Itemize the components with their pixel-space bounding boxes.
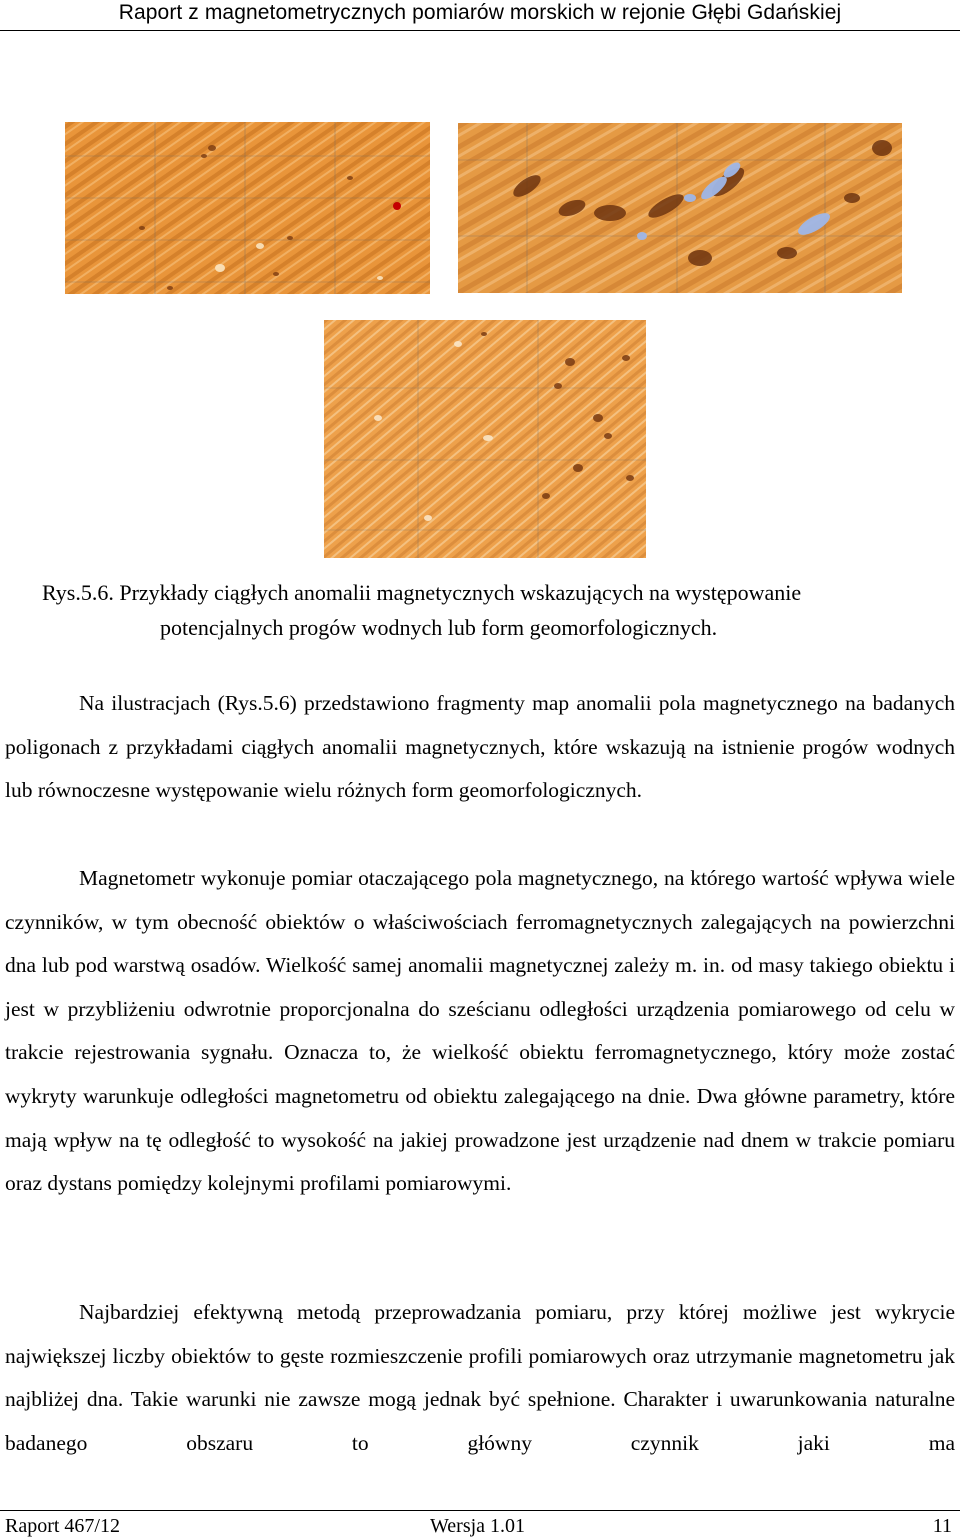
magnetic-anomaly-map-icon bbox=[432, 118, 908, 310]
footer-report-number: Raport 467/12 bbox=[5, 1515, 120, 1537]
page-footer bbox=[0, 1510, 960, 1538]
footer-page-number: 11 bbox=[932, 1515, 952, 1537]
page-header bbox=[0, 0, 960, 31]
paragraph-1: Na ilustracjach (Rys.5.6) przedstawiono fragmenty map anomalii pola magnetycznego na badanych poligonach z przykładami ciągłych anomalii magnetycznych, które wskazują na istnienie progów wodnych lub równoczesne występowanie wielu różnych form geomorfologicznych. bbox=[5, 691, 955, 803]
magnetic-anomaly-map-icon bbox=[308, 318, 650, 566]
magnetic-anomaly-map-c bbox=[308, 318, 650, 566]
figure-caption-line2: potencjalnych progów wodnych lub form geomorfologicznych. bbox=[160, 615, 718, 640]
paragraph-2: Magnetometr wykonuje pomiar otaczającego pola magnetycznego, na którego wartość wpływa wiele czynników, w tym obecność obiektów o właściwościach ferromagnetycznych zalegających na powierzchni dna lub pod warstwą osadów. Wielkość samej anomalii magnetycznej zależy m. in. od masy takiego obiektu i jest w przybliżeniu odwrotnie proporcjonalna do sześcianu odległości urządzenia pomiarowego od celu w trakcie rejestrowania sygnału. Oznacza to, że wielkość obiektu ferromagnetycznego, który może zostać wykryty warunkuje odległości magnetometru od obiektu zalegającego na dnie. Dwa główne parametry, które mają wpływ na tę odległość to wysokość na jakiej prowadzone jest urządzenie nad dnem w trakcie pomiaru oraz dystans pomiędzy kolejnymi profilami pomiarowymi. bbox=[5, 866, 955, 1196]
figure-caption-line1: Rys.5.6. Przykłady ciągłych anomalii magnetycznych wskazujących na występowanie bbox=[42, 580, 802, 605]
magnetic-anomaly-map-b bbox=[432, 118, 908, 310]
paragraph-3: Najbardziej efektywną metodą przeprowadzania pomiaru, przy której możliwe jest wykrycie największej liczby obiektów to gęste rozmieszczenie profili pomiarowych oraz utrzymanie magnetometru jak najbliżej dna. Takie warunki nie zawsze mogą jednak być spełnione. Charakter i uwarunkowania naturalne badanego obszaru to główny czynnik jaki ma bbox=[5, 1300, 955, 1455]
footer-version: Wersja 1.01 bbox=[430, 1515, 526, 1537]
magnetic-anomaly-map-a bbox=[50, 118, 435, 313]
magnetic-anomaly-map-icon bbox=[50, 118, 435, 313]
header-title: Raport z magnetometrycznych pomiarów morskich w rejonie Głębi Gdańskiej bbox=[118, 1, 842, 24]
